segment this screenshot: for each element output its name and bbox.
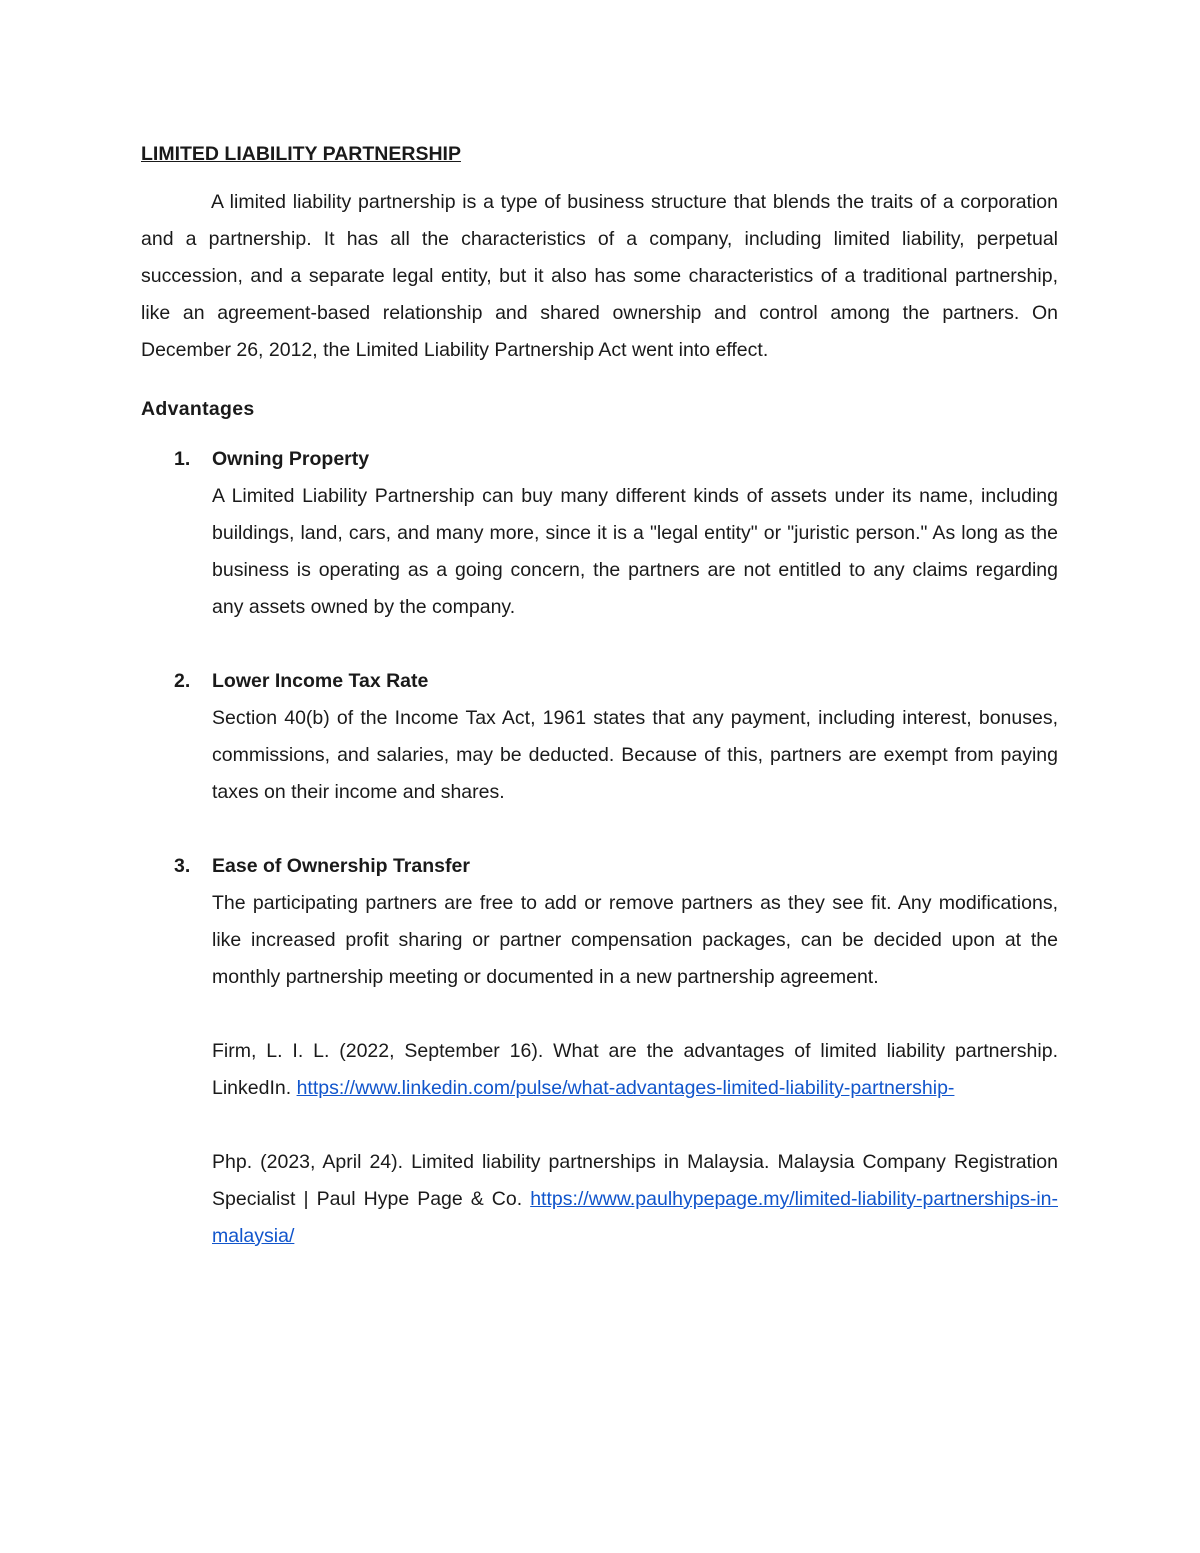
advantage-body: A Limited Liability Partnership can buy many different kinds of assets under its name, including buildings, land, cars, and many more, since it is a "legal entity" or "juristic person." As long as the business is operating as a going concern, the partners are not entitled to any claims regarding any assets owned by the company.	[212, 485, 1058, 618]
references	[141, 1033, 1058, 1255]
advantage-title: Ease of Ownership Transfer	[212, 855, 470, 877]
advantage-body: The participating partners are free to add or remove partners as they see fit. Any modifications, like increased profit sharing or partner compensation packages, can be decided upon at the monthly partnership meeting or documented in a new partnership agreement.	[212, 892, 1058, 988]
reference-link[interactable]: https://www.linkedin.com/pulse/what-advantages-limited-liability-partnership-	[296, 1077, 955, 1099]
advantage-body: Section 40(b) of the Income Tax Act, 1961 states that any payment, including interest, bonuses, commissions, and salaries, may be deducted. Because of this, partners are exempt from paying taxes on their income and shares.	[212, 707, 1058, 803]
list-number: 1.	[174, 448, 191, 470]
list-item	[141, 663, 1058, 811]
advantages-list	[141, 441, 1058, 996]
reference-text: Firm, L. I. L. (2022, September 16). What are the advantages of limited liability partnership. LinkedIn.	[212, 1040, 1058, 1099]
document-page	[141, 140, 1058, 1292]
reference-link[interactable]: https://www.paulhypepage.my/limited-liability-partnerships-in-malaysia/	[212, 1188, 1058, 1247]
list-item	[141, 441, 1058, 626]
intro-paragraph: A limited liability partnership is a type of business structure that blends the traits of a corporation and a partnership. It has all the characteristics of a company, including limited liability, perpetual succession, and a separate legal entity, but it also has some characteristics of a traditional partnership, like an agreement-based relationship and shared ownership and control among the partners. On December 26, 2012, the Limited Liability Partnership Act went into effect.	[141, 191, 1058, 361]
advantages-heading: Advantages	[141, 398, 255, 420]
reference-entry	[212, 1144, 1058, 1255]
list-number: 2.	[174, 670, 191, 692]
reference-entry	[212, 1033, 1058, 1107]
advantage-title: Lower Income Tax Rate	[212, 670, 429, 692]
list-number: 3.	[174, 855, 191, 877]
list-item	[141, 848, 1058, 996]
document-title: LIMITED LIABILITY PARTNERSHIP	[141, 143, 461, 165]
advantage-title: Owning Property	[212, 448, 370, 470]
reference-text: Php. (2023, April 24). Limited liability partnerships in Malaysia. Malaysia Company Registration Specialist | Paul Hype Page & Co.	[212, 1151, 1058, 1210]
